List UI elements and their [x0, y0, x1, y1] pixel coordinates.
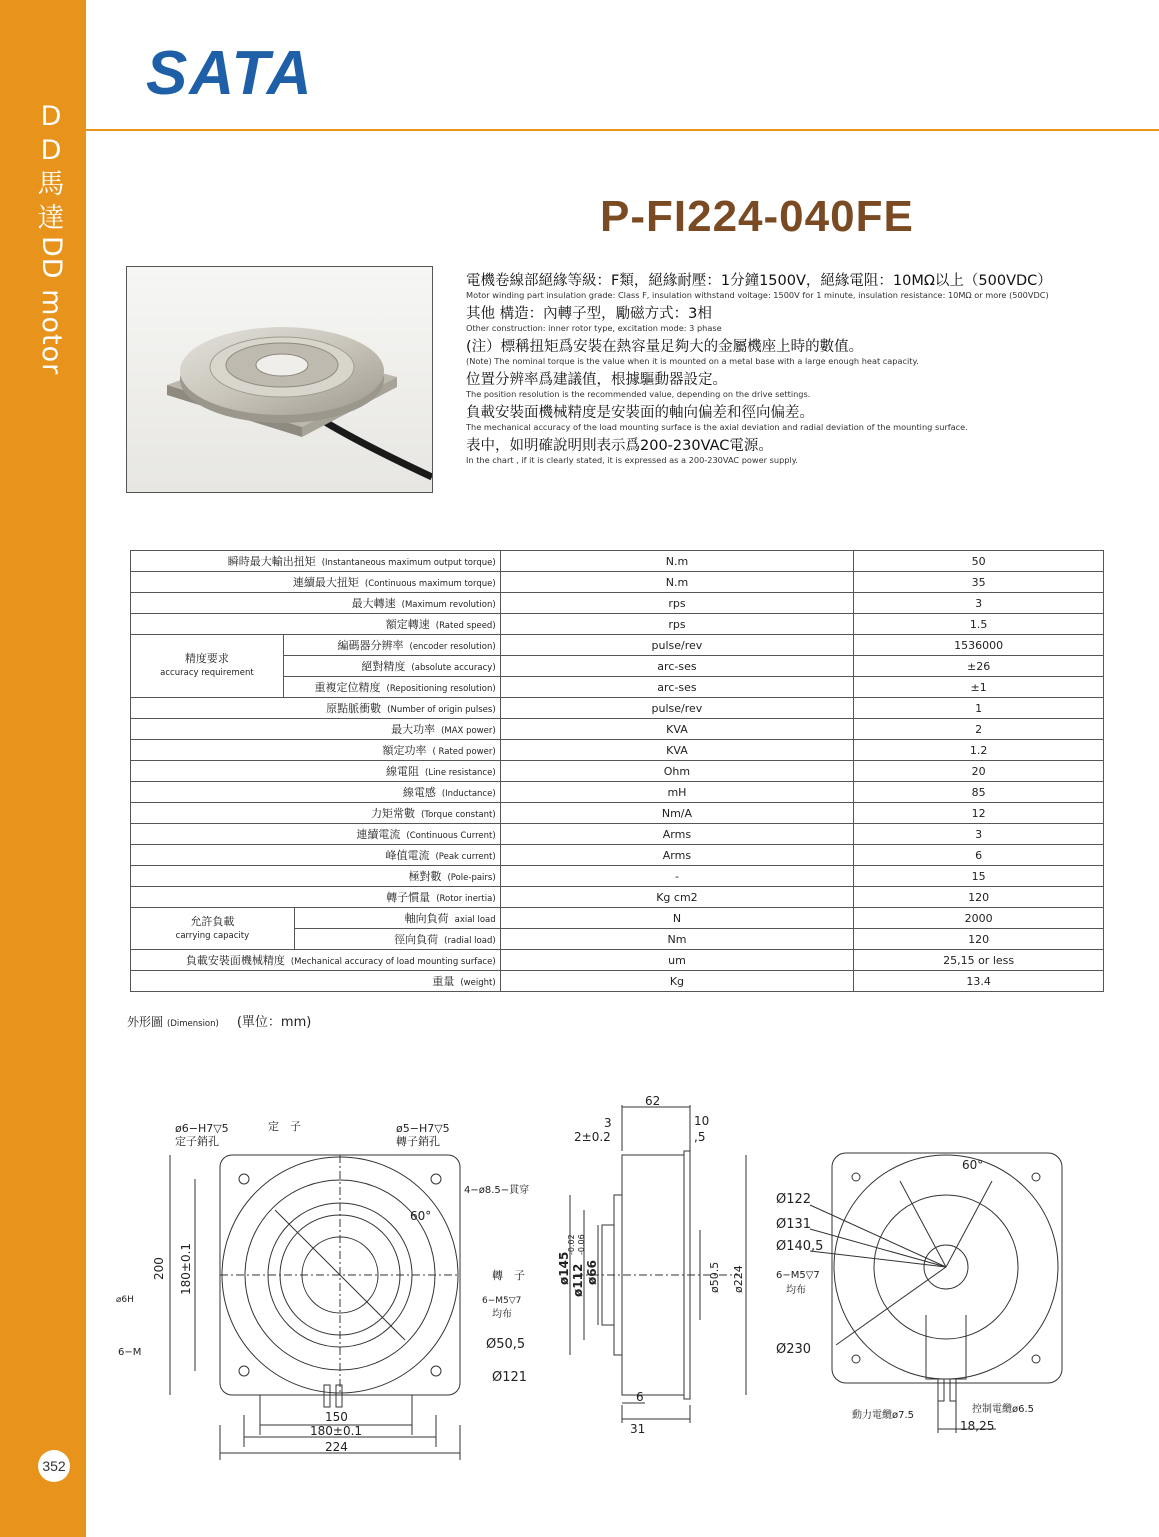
- label-b31: 31: [630, 1422, 646, 1436]
- brand-logo: SATA: [146, 39, 314, 108]
- label-control-cable: 控制電纜ø6.5: [972, 1404, 1035, 1415]
- label-stator: 定 子: [268, 1120, 301, 1133]
- label-rotor-pin: ø5−H7▽5: [396, 1122, 450, 1135]
- spec-unit: -: [500, 866, 854, 887]
- spec-value: 85: [854, 782, 1104, 803]
- table-row: [131, 824, 1104, 845]
- spec-label: 瞬時最大輸出扭矩 (Instantaneous maximum output torque): [131, 551, 501, 572]
- label-w224: 224: [325, 1440, 348, 1454]
- spec-label: 軸向負荷 axial load: [294, 908, 500, 929]
- spec-label: 重複定位精度 (Repositioning resolution): [283, 677, 500, 698]
- spec-label: 最大功率 (MAX power): [131, 719, 501, 740]
- label-d66: ø66: [585, 1260, 599, 1285]
- spec-label: 額定功率 ( Rated power): [131, 740, 501, 761]
- label-w150: 150: [325, 1410, 348, 1424]
- label-left-6h: ⌀6H: [116, 1295, 134, 1305]
- label-rear-angle: 60°: [962, 1158, 984, 1172]
- spec-unit: arc-ses: [500, 677, 854, 698]
- label-d10: 10: [694, 1114, 710, 1128]
- table-row: [131, 593, 1104, 614]
- table-row: [131, 761, 1104, 782]
- spec-value: 20: [854, 761, 1104, 782]
- spec-value: 1.5: [854, 614, 1104, 635]
- label-tap: 6−M5▽7: [482, 1296, 522, 1306]
- spec-label: 徑向負荷 (radial load): [294, 929, 500, 950]
- spec-label: 最大轉速 (Maximum revolution): [131, 593, 501, 614]
- label-tol-up: -0.02: [567, 1234, 576, 1255]
- label-b6: 6: [636, 1390, 644, 1404]
- spec-value: 2: [854, 719, 1104, 740]
- spec-value: 120: [854, 929, 1104, 950]
- spec-value: 35: [854, 572, 1104, 593]
- note-cn: 表中，如明確說明則表示爲200-230VAC電源。: [466, 438, 773, 454]
- spec-unit: N: [500, 908, 854, 929]
- label-h200: 200: [152, 1257, 166, 1280]
- spec-value: 13.4: [854, 971, 1104, 992]
- page-number: 352: [38, 1450, 70, 1482]
- spec-unit: arc-ses: [500, 656, 854, 677]
- spec-label: 編碼器分辨率 (encoder resolution): [283, 635, 500, 656]
- note-en: Motor winding part insulation grade: Class F, insulation withstand voltage: 1500V for 1 minute, insulation resistance: 10MΩ or more (500VDC): [466, 290, 1049, 300]
- spec-label: 線電感 (Inductance): [131, 782, 501, 803]
- label-d230: Ø230: [776, 1342, 812, 1357]
- spec-value: 1536000: [854, 635, 1104, 656]
- label-d122: Ø122: [776, 1192, 812, 1207]
- table-row: [131, 635, 1104, 656]
- note-en: The position resolution is the recommended value, depending on the drive settings.: [466, 389, 811, 399]
- spec-value: 1.2: [854, 740, 1104, 761]
- label-tol-dn: -0.06: [577, 1234, 586, 1255]
- label-d3: 3: [604, 1116, 612, 1130]
- spec-label: 連續電流 (Continuous Current): [131, 824, 501, 845]
- table-row: [131, 803, 1104, 824]
- spec-notes: [466, 272, 1116, 470]
- note-en: In the chart , if it is clearly stated, it is expressed as a 200-230VAC power supply.: [466, 455, 799, 465]
- table-row: [131, 551, 1104, 572]
- table-row: [131, 908, 1104, 929]
- note-cn: 負載安裝面機械精度是安裝面的軸向偏差和徑向偏差。: [466, 405, 814, 421]
- table-row: [131, 614, 1104, 635]
- product-model: P-FI224-040FE: [600, 192, 914, 241]
- spec-value: ±26: [854, 656, 1104, 677]
- spec-value: ±1: [854, 677, 1104, 698]
- table-row: [131, 782, 1104, 803]
- spec-value: 12: [854, 803, 1104, 824]
- label-rotor: 轉 子: [492, 1269, 525, 1282]
- spec-group-label: 精度要求 accuracy requirement: [131, 635, 284, 698]
- spec-unit: Ohm: [500, 761, 854, 782]
- spec-unit: Nm/A: [500, 803, 854, 824]
- dimension-drawing: [100, 1085, 1100, 1465]
- spec-label: 力矩常數 (Torque constant): [131, 803, 501, 824]
- dimension-caption: 外形圖 (Dimension) (單位：mm): [127, 1015, 312, 1030]
- table-row: [131, 845, 1104, 866]
- spec-group-label: 允許負載 carrying capacity: [131, 908, 295, 950]
- label-rotor-pin-cn: 轉子銷孔: [396, 1135, 440, 1148]
- note-en: (Note) The nominal torque is the value when it is mounted on a metal base with a large enough heat capacity.: [466, 356, 919, 366]
- spec-table: [130, 550, 1104, 992]
- spec-unit: rps: [500, 614, 854, 635]
- sidebar-title-char: D: [40, 135, 62, 166]
- note-cn: (注）標稱扭矩爲安裝在熱容量足夠大的金屬機座上時的數值。: [466, 339, 864, 355]
- label-w180: 180±0.1: [310, 1424, 363, 1438]
- spec-label: 連續最大扭矩 (Continuous maximum torque): [131, 572, 501, 593]
- table-row: [131, 740, 1104, 761]
- spec-value: 2000: [854, 908, 1104, 929]
- label-d121: Ø121: [492, 1370, 528, 1385]
- spec-value: 50: [854, 551, 1104, 572]
- label-d5: ,5: [694, 1130, 706, 1144]
- label-angle: 60°: [410, 1209, 432, 1223]
- spec-value: 120: [854, 887, 1104, 908]
- note-en: Other construction: inner rotor type, excitation mode: 3 phase: [466, 323, 722, 333]
- label-d131: Ø131: [776, 1217, 812, 1232]
- spec-value: 15: [854, 866, 1104, 887]
- spec-unit: KVA: [500, 719, 854, 740]
- label-rear-even: 均布: [786, 1285, 806, 1296]
- label-d62: 62: [645, 1094, 661, 1108]
- product-photo: [126, 266, 433, 493]
- spec-unit: rps: [500, 593, 854, 614]
- spec-value: 25,15 or less: [854, 950, 1104, 971]
- sidebar: [0, 0, 86, 1537]
- label-d505: Ø50,5: [486, 1337, 526, 1352]
- rear-view: [810, 1153, 1062, 1433]
- spec-unit: KVA: [500, 740, 854, 761]
- spec-label: 極對數 (Pole-pairs): [131, 866, 501, 887]
- table-row: [131, 887, 1104, 908]
- label-rear-tap: 6−M5▽7: [776, 1270, 820, 1281]
- note-cn: 位置分辨率爲建議值，根據驅動器設定。: [466, 372, 727, 388]
- sidebar-title-char: D: [40, 101, 62, 132]
- spec-unit: Kg cm2: [500, 887, 854, 908]
- table-row: [131, 971, 1104, 992]
- spec-unit: Kg: [500, 971, 854, 992]
- table-row: [131, 950, 1104, 971]
- spec-unit: N.m: [500, 572, 854, 593]
- label-h180: 180±0.1: [179, 1242, 193, 1295]
- table-row: [131, 866, 1104, 887]
- spec-label: 負載安裝面機械精度 (Mechanical accuracy of load mounting surface): [131, 950, 501, 971]
- spec-label: 峰值電流 (Peak current): [131, 845, 501, 866]
- spec-value: 3: [854, 593, 1104, 614]
- label-left-6m: 6−M: [118, 1347, 142, 1358]
- spec-unit: pulse/rev: [500, 698, 854, 719]
- spec-value: 1: [854, 698, 1104, 719]
- spec-unit: mH: [500, 782, 854, 803]
- spec-label: 原點脈衝數 (Number of origin pulses): [131, 698, 501, 719]
- spec-value: 3: [854, 824, 1104, 845]
- label-through-holes: 4−ø8.5−貫穿: [464, 1185, 530, 1196]
- label-d224-side: ø224: [732, 1265, 745, 1293]
- header-divider: [86, 129, 1159, 131]
- spec-label: 線電阻 (Line resistance): [131, 761, 501, 782]
- spec-label: 重量 (weight): [131, 971, 501, 992]
- front-view: [170, 1155, 460, 1460]
- spec-value: 6: [854, 845, 1104, 866]
- spec-unit: N.m: [500, 551, 854, 572]
- label-power-cable: 動力電纜ø7.5: [852, 1410, 915, 1421]
- spec-unit: Nm: [500, 929, 854, 950]
- sidebar-title-rotated: DD motor: [36, 236, 67, 376]
- table-row: [131, 719, 1104, 740]
- label-stator-pin-cn: 定子銷孔: [175, 1135, 219, 1148]
- note-cn: 電機卷線部絕緣等級：F類，絕緣耐壓：1分鐘1500V，絕緣電阻：10MΩ以上（500VDC）: [466, 273, 1052, 289]
- table-row: [131, 698, 1104, 719]
- spec-unit: Arms: [500, 845, 854, 866]
- spec-label: 絕對精度 (absolute accuracy): [283, 656, 500, 677]
- motor-photo-illustration: [127, 267, 432, 492]
- note-en: The mechanical accuracy of the load mounting surface is the axial deviation and radial deviation of the mounting surface.: [466, 422, 968, 432]
- sidebar-title-char: 達: [37, 203, 65, 234]
- spec-unit: um: [500, 950, 854, 971]
- sidebar-title: [34, 100, 68, 375]
- note-cn: 其他 構造：內轉子型，勵磁方式：3相: [466, 306, 712, 322]
- label-d112: ø112: [571, 1263, 585, 1297]
- table-row: [131, 572, 1104, 593]
- label-stator-pin: ø6−H7▽5: [175, 1122, 229, 1135]
- label-d145: ø145: [557, 1251, 571, 1285]
- sidebar-title-char: 馬: [37, 169, 65, 200]
- spec-unit: Arms: [500, 824, 854, 845]
- label-d1825: 18,25: [960, 1419, 995, 1433]
- spec-unit: pulse/rev: [500, 635, 854, 656]
- label-d2: 2±0.2: [574, 1130, 611, 1144]
- spec-label: 額定轉速 (Rated speed): [131, 614, 501, 635]
- label-d1405: Ø140,5: [776, 1239, 824, 1254]
- spec-label: 轉子慣量 (Rotor inertia): [131, 887, 501, 908]
- label-even: 均布: [492, 1309, 512, 1320]
- label-d505-side: ø50.5: [708, 1261, 721, 1293]
